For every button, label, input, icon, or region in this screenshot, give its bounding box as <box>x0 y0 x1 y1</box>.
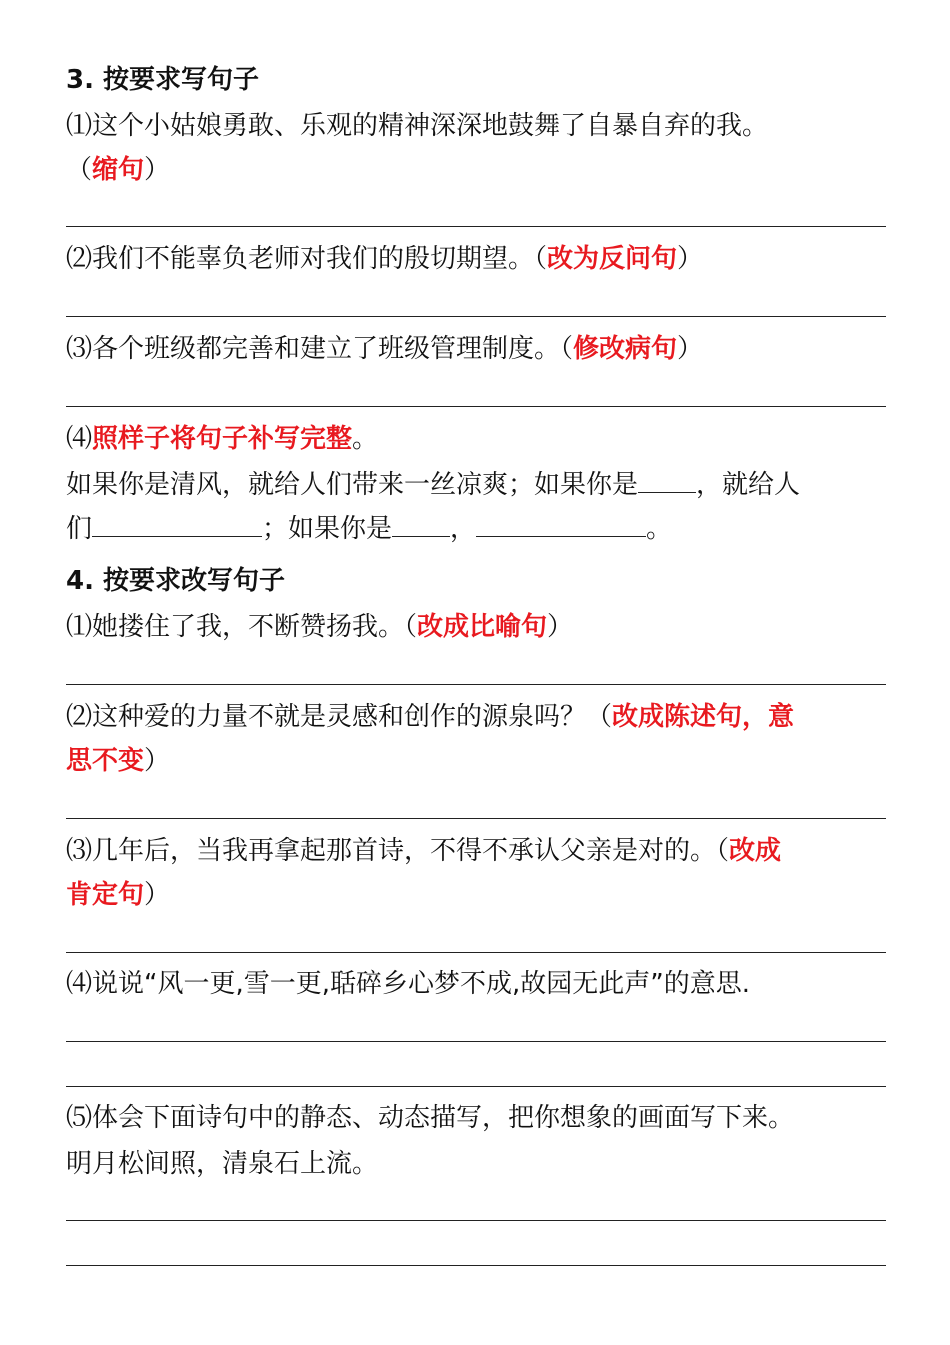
s3-q1-answer-line[interactable] <box>66 226 886 227</box>
s3-q3-answer-line[interactable] <box>66 406 886 407</box>
s3-q4-line1b: ，就给人 <box>696 470 801 500</box>
fill-blank-2[interactable] <box>92 510 262 537</box>
s3-q4-line <box>66 421 896 457</box>
s4-q2-answer-line[interactable] <box>66 818 886 819</box>
s3-q1-requirement: 缩句 <box>92 155 145 185</box>
s3-q3-close: ） <box>677 334 704 364</box>
s3-q4-line2d: 。 <box>646 514 673 544</box>
s3-q4-period: 。 <box>352 424 379 454</box>
s4-q3-line2 <box>66 877 896 913</box>
s4-q3-line1 <box>66 833 896 869</box>
s4-q2-line1 <box>66 699 896 735</box>
s3-q4-example-line1 <box>66 466 896 503</box>
s4-q3-close: ） <box>144 880 171 910</box>
s3-q3-requirement: 修改病句 <box>573 334 678 364</box>
fill-blank-1[interactable] <box>638 466 696 493</box>
s4-q2-close: ） <box>144 746 171 776</box>
s4-q1-requirement: 改成比喻句 <box>417 612 548 642</box>
fill-blank-4[interactable] <box>476 510 646 537</box>
s3-q3-line <box>66 331 896 367</box>
s3-q4-num: ⑷ <box>66 424 93 454</box>
s4-q3-answer-line[interactable] <box>66 952 886 953</box>
s4-q4-text: ⑷说说“风一更,雪一更,聒碎乡心梦不成,故园无此声”的意思. <box>66 969 750 999</box>
s3-q2-requirement: 改为反问句 <box>547 244 678 274</box>
s3-q2-close: ） <box>677 244 704 274</box>
s3-q2-answer-line[interactable] <box>66 316 886 317</box>
s3-q4-line2a: 们 <box>66 514 93 544</box>
s3-q4-line2c: ， <box>450 514 477 544</box>
s3-q4-example-line2 <box>66 510 896 547</box>
s4-q1-answer-line[interactable] <box>66 684 886 685</box>
s3-q2-text: ⑵我们不能辜负老师对我们的殷切期望。（ <box>66 244 548 274</box>
s3-q1-close: ） <box>144 155 171 185</box>
s3-q4-requirement: 照样子将句子补写完整 <box>92 424 353 454</box>
s4-q5-answer-line-2[interactable] <box>66 1265 886 1266</box>
fill-blank-3[interactable] <box>392 510 450 537</box>
s4-q3-requirement-part1: 改成 <box>729 836 782 866</box>
s4-q5-text: ⑸体会下面诗句中的静态、动态描写，把你想象的画面写下来。 <box>66 1103 795 1133</box>
s3-q4-line2b: ；如果你是 <box>262 514 393 544</box>
s4-q5-poem: 明月松间照，清泉石上流。 <box>66 1149 379 1179</box>
s3-q1-text: ⑴这个小姑娘勇敢、乐观的精神深深地鼓舞了自暴自弃的我。 <box>66 111 769 141</box>
s4-q4-answer-line-1[interactable] <box>66 1041 886 1042</box>
s4-q2-line2 <box>66 743 896 779</box>
s4-q5-answer-line-1[interactable] <box>66 1220 886 1221</box>
s3-q3-text: ⑶各个班级都完善和建立了班级管理制度。（ <box>66 334 574 364</box>
s4-q1-line <box>66 609 896 645</box>
s4-q2-requirement-part1: 改成陈述句，意 <box>612 702 795 732</box>
s4-q1-text: ⑴她搂住了我，不断赞扬我。（ <box>66 612 418 642</box>
section4-heading: 4. 按要求改写句子 <box>66 566 286 596</box>
s3-q1-open: （ <box>66 155 93 185</box>
s3-q2-line <box>66 241 896 277</box>
s4-q1-close: ） <box>547 612 574 642</box>
section3-heading: 3. 按要求写句子 <box>66 65 260 95</box>
s3-q1-requirement-line <box>66 152 896 188</box>
s4-q2-text: ⑵这种爱的力量不就是灵感和创作的源泉吗？（ <box>66 702 613 732</box>
s4-q2-requirement-part2: 思不变 <box>66 746 145 776</box>
s4-q3-requirement-part2: 肯定句 <box>66 880 145 910</box>
s4-q3-text: ⑶几年后，当我再拿起那首诗，不得不承认父亲是对的。（ <box>66 836 730 866</box>
s3-q4-line1a: 如果你是清风，就给人们带来一丝凉爽；如果你是 <box>66 470 639 500</box>
s4-q4-answer-line-2[interactable] <box>66 1086 886 1087</box>
